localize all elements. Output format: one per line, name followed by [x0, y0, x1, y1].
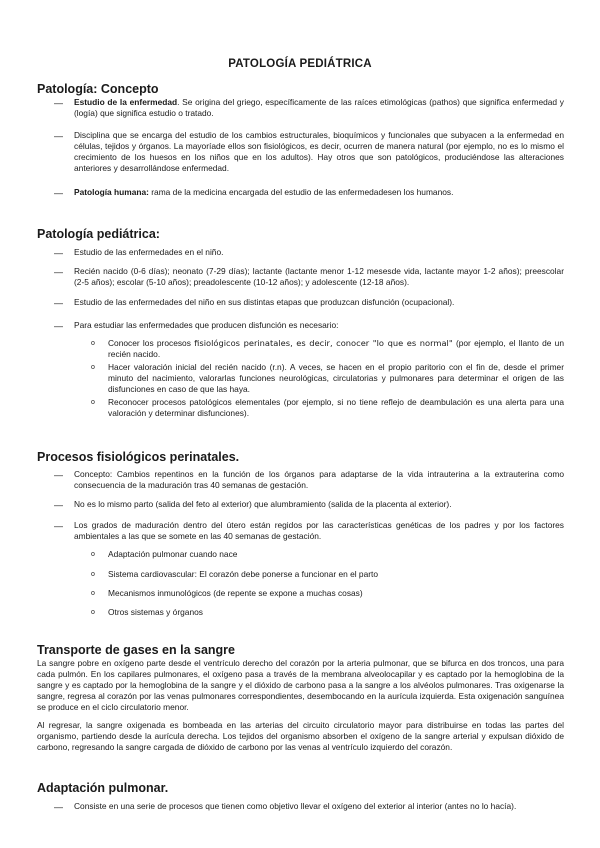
item-text: Disciplina que se encarga del estudio de los cambios estructurales, bioquímicos y funcionales que subyacen a la enfermedad en células, tejidos y órganos. La mayoríade ellos son fisiológicos, es decir, ocurren de manera natural (por ejemplo, no es lo mismo el crecimiento de los huesos en los niños que en los adultos). Hay otros que son patológicos, produciéndose las alteraciones anteriores y desarrollándose enfermedad. — [74, 130, 564, 173]
item-bold-term: Estudio de la enfermedad — [74, 97, 178, 107]
dash-bullet: — — [54, 298, 63, 308]
dash-bullet: — — [54, 267, 63, 277]
dash-bullet: — — [54, 131, 63, 141]
list-item — [74, 297, 564, 308]
item-bold-term: Patología humana: — [74, 187, 149, 197]
item-text: Concepto: Cambios repentinos en la función de los órganos para adaptarse de la vida intrauterina a la extrauterina como consecuencia de la maduración tras 40 semanas de gestación. — [74, 469, 564, 490]
item-text: No es lo mismo parto (salida del feto al exterior) que alumbramiento (salida de la placenta al exterior). — [74, 499, 452, 509]
item-text: Hacer valoración inicial del recién nacido (r.n). A veces, se hacen en el propio paritorio con el fin de, desde el primer minuto del nacimiento, valorarlas funciones neurológicas, circulatorias y pulmonares para determinar el origen de las disfunciones en caso de que las haya. — [108, 362, 564, 394]
circle-bullet: o — [91, 364, 95, 371]
item-text: rama de la medicina encargada del estudio de las enfermedadesen los humanos. — [148, 187, 454, 197]
list-item — [74, 266, 564, 288]
dash-bullet: — — [54, 248, 63, 258]
item-text: Mecanismos inmunológicos (de repente se expone a muchas cosas) — [108, 588, 363, 598]
circle-bullet: o — [91, 340, 95, 347]
list-item — [74, 520, 564, 542]
dash-bullet: — — [54, 470, 63, 480]
section-heading-transporte: Transporte de gases en la sangre — [37, 643, 235, 657]
item-text: Para estudiar las enfermedades que producen disfunción es necesario: — [74, 320, 339, 330]
item-text: Consiste en una serie de procesos que tienen como objetivo llevar el oxígeno del exterior al interior (antes no lo hacía). — [74, 801, 517, 811]
item-text: Otros sistemas y órganos — [108, 607, 203, 617]
sub-list-item — [108, 569, 564, 580]
dash-bullet: — — [54, 188, 63, 198]
item-text: Sistema cardiovascular: El corazón debe ponerse a funcionar en el parto — [108, 569, 379, 579]
list-item — [74, 469, 564, 491]
dash-bullet: — — [54, 321, 63, 331]
section-heading-perinatales: Procesos fisiológicos perinatales. — [37, 450, 240, 464]
item-text: (por ejemplo, el llanto de un recién nacido. — [108, 338, 564, 359]
paragraph: Al regresar, la sangre oxigenada es bombeada en las arterias del circuito circulatorio mayor para distribuirse en todas las partes del organismo, partiendo desde la aurícula derecha. Los tejidos del organismo absorben el oxígeno de la sangre arterial y expulsan dióxido de carbono, regresando la sangre cargada de dióxido de carbono por las venas al ventrículo izquierdo del corazón. — [37, 720, 564, 752]
sub-list-item — [108, 588, 564, 599]
circle-bullet: o — [91, 571, 95, 578]
sub-list-item — [108, 397, 564, 419]
sub-list-item — [108, 338, 564, 360]
item-text: Adaptación pulmonar cuando nace — [108, 549, 238, 559]
item-text: Los grados de maduración dentro del útero están regidos por las características genéticas de los padres y por los factores ambientales a las que se somete en las 40 semanas de gestación. — [74, 520, 564, 541]
list-item — [74, 801, 564, 812]
sub-list-item — [108, 362, 564, 395]
section-heading-adaptacion: Adaptación pulmonar. — [37, 781, 169, 795]
dash-bullet: — — [54, 521, 63, 531]
list-item — [74, 97, 564, 119]
list-item — [74, 320, 564, 331]
item-text: Reconocer procesos patológicos elementales (por ejemplo, si no tiene reflejo de deambulación es una alerta para una valoración y determinar disfunciones). — [108, 397, 564, 418]
list-item — [74, 247, 564, 258]
section-heading-pediatrica: Patología pediátrica: — [37, 227, 160, 241]
item-text: Recién nacido (0-6 días); neonato (7-29 días); lactante (lactante menor 1-12 mesesde vida, lactante mayor 1-2 años); preescolar (2-5 años); escolar (5-10 años); preadolescente (10-12 años); y adolescente (12-18 años). — [74, 266, 564, 287]
item-text: Conocer los procesos — [108, 338, 195, 348]
list-item — [74, 187, 564, 198]
circle-bullet: o — [91, 551, 95, 558]
circle-bullet: o — [91, 609, 95, 616]
item-highlight-text: fisiológicos perinatales, es decir, conocer "lo que es normal" — [194, 338, 453, 348]
item-text: Estudio de las enfermedades en el niño. — [74, 247, 224, 257]
sub-list-item — [108, 549, 564, 560]
list-item — [74, 130, 564, 174]
item-text: . Se origina del griego, específicamente de las raíces etimológicas (pathos) que significa enfermedad y (logía) que significa estudio o tratado. — [74, 97, 564, 118]
dash-bullet: — — [54, 98, 63, 108]
circle-bullet: o — [91, 590, 95, 597]
list-item — [74, 499, 564, 510]
item-text: Estudio de las enfermedades del niño en sus distintas etapas que produzcan disfunción (ocupacional). — [74, 297, 455, 307]
page-title: PATOLOGÍA PEDIÁTRICA — [228, 58, 372, 70]
sub-list-item — [108, 607, 564, 618]
section-heading-concepto: Patología: Concepto — [37, 82, 159, 96]
circle-bullet: o — [91, 399, 95, 406]
paragraph: La sangre pobre en oxígeno parte desde el ventrículo derecho del corazón por la arteria pulmonar, que se bifurca en dos troncos, una para cada pulmón. En los capilares pulmonares, el oxígeno pasa a través de la membrana alveolocapilar y es captado por la hemoglobina de la sangre y es captado por la hemoglobina de la sangre y el dióxido de carbono pasa a la sangre a los alvéolos pulmonares. Tras oxigenarse la sangre, regresa al corazón por las venas pulmonares correspondientes, desembocando en la aurícula izquierda. Esta oxigenación sanguínea se produce en el ciclo circulatorio menor. — [37, 658, 564, 712]
dash-bullet: — — [54, 500, 63, 510]
dash-bullet: — — [54, 802, 63, 812]
